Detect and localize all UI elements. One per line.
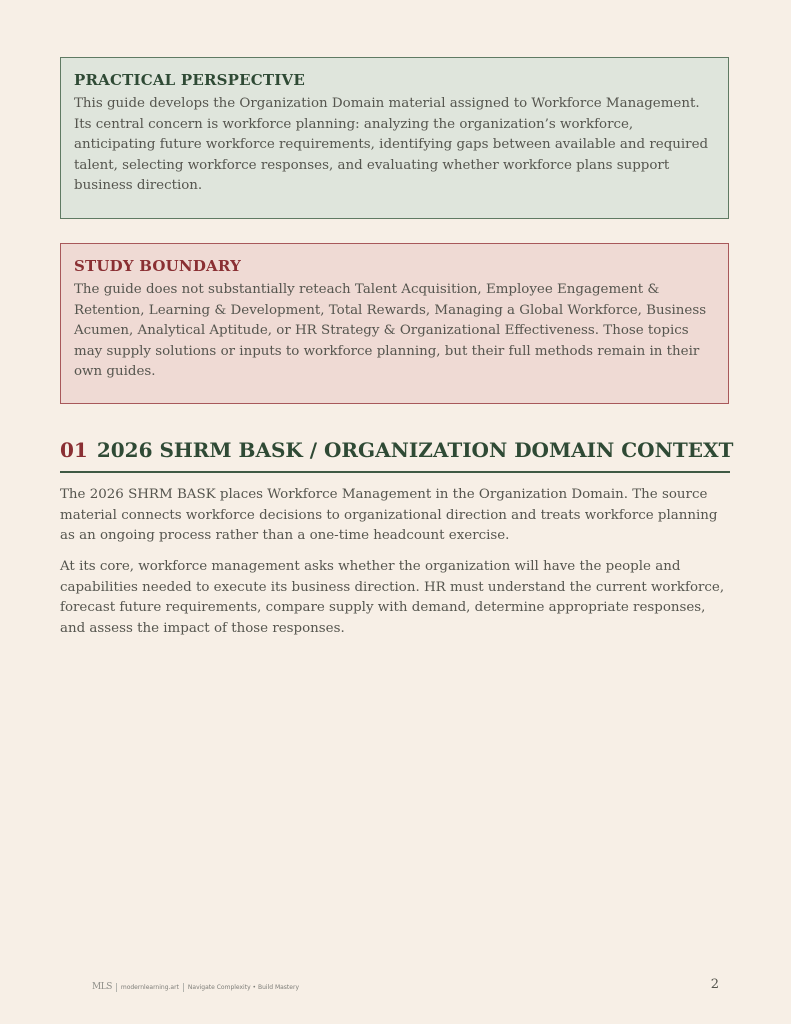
callout-heading: STUDY BOUNDARY [74,257,241,275]
body-paragraph: The 2026 SHRM BASK places Workforce Management in the Organization Domain. The source material connects workforce decisions to organizational direction and treats workforce planning as an ongoing process rather than a one-time headcount exercise. [60,487,718,544]
footer-divider [183,983,184,992]
footer-tagline: Navigate Complexity • Build Mastery [187,983,299,991]
footer-site: modernlearning.art [120,983,179,991]
page-footer [92,980,299,994]
callout-text: This guide develops the Organization Domain material assigned to Workforce Management. Its central concern is workforce planning: analyzing the organization’s workforce, anticipating future workforce requirements, identifying gaps between available and required talent, selecting workforce responses, and evaluating whether workforce plans support business direction. [74,96,709,194]
page-number: 2 [710,977,719,992]
callout-heading: PRACTICAL PERSPECTIVE [74,71,305,89]
section-number: 01 [60,438,88,462]
callout-text: The guide does not substantially reteach Talent Acquisition, Employee Engagement & Retention, Learning & Development, Total Rewards, Managing a Global Workforce, Business Acumen, Analytical Aptitude, or HR Strategy & Organizational Effectiveness. Those topics may supply solutions or inputs to workforce planning, but their full methods remain in their own guides. [74,282,707,380]
body-paragraph: At its core, workforce management asks whether the organization will have the people and capabilities needed to execute its business direction. HR must understand the current workforce, forecast future requirements, compare supply with demand, determine appropriate responses, and assess the impact of those responses. [60,559,725,636]
practical-perspective-callout [60,57,729,219]
study-boundary-callout [60,243,729,404]
section-title: 2026 SHRM BASK / ORGANIZATION DOMAIN CONTEXT [96,438,734,462]
section-heading [60,435,734,473]
footer-divider [116,983,117,992]
logo: MLS [92,982,112,992]
